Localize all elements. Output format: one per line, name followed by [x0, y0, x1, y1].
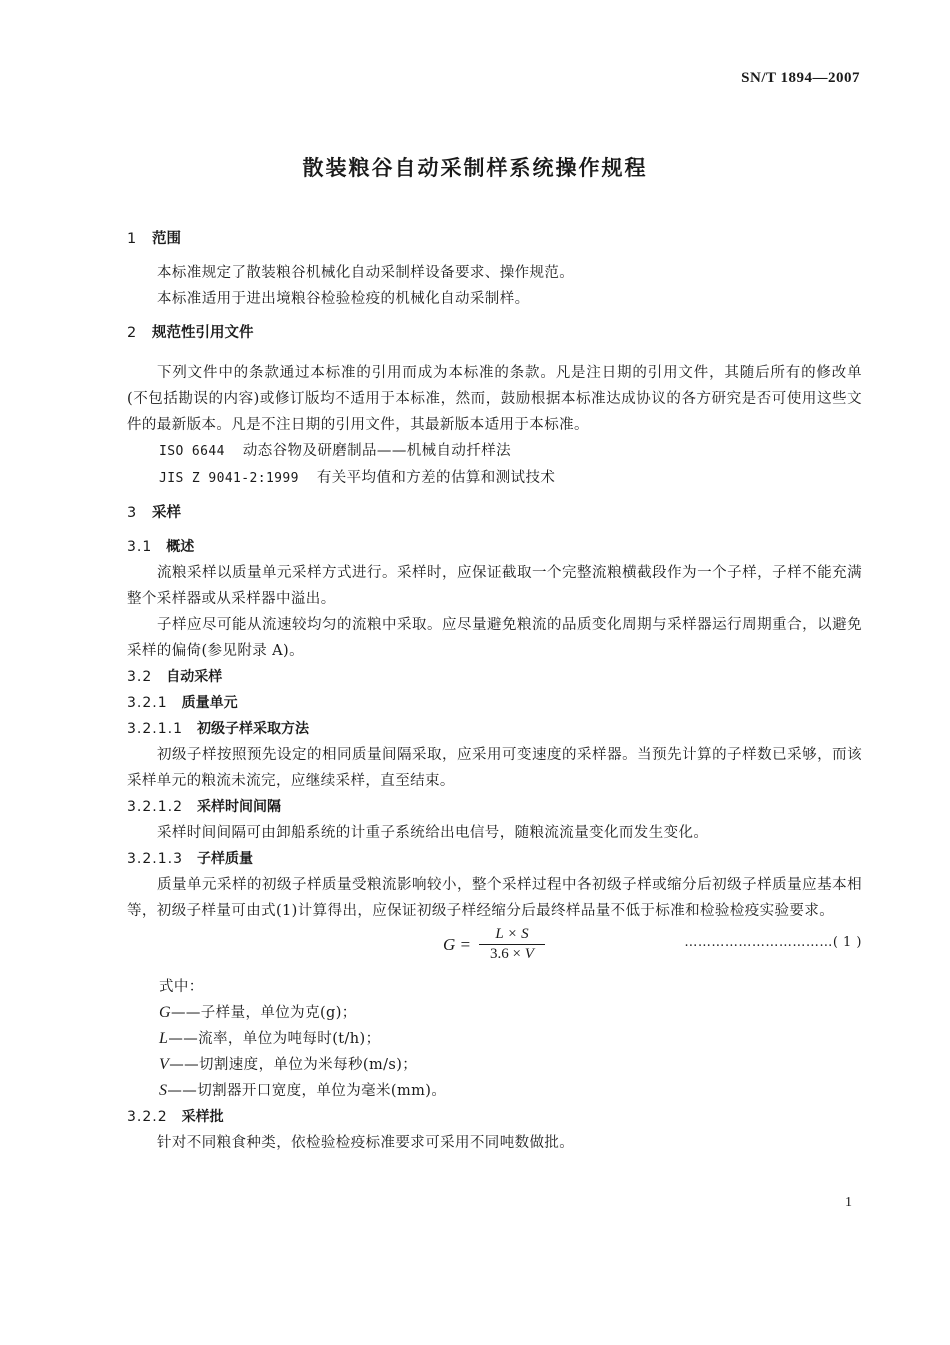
definition-item: S——切割器开口宽度，单位为毫米(mm)。: [159, 1082, 447, 1099]
paragraph: 针对不同粮食种类，依检验检疫标准要求可采用不同吨数做批。: [157, 1135, 575, 1151]
formula-1: [127, 926, 862, 970]
subsection-heading: 3.1 概述: [127, 539, 195, 555]
formula-lhs: G =: [443, 935, 471, 954]
definition-item: V——切割速度，单位为米每秒(m/s)；: [159, 1056, 418, 1073]
subsection-heading: 3.2.1 质量单元: [127, 695, 238, 711]
formula-numerator: L × S: [479, 926, 545, 945]
page-number: 1: [845, 1195, 852, 1210]
paragraph: 流粮采样以质量单元采样方式进行。采样时，应保证截取一个完整流粮横截段作为一个子样，子样不能充满整个采样器或从采样器中溢出。: [127, 565, 862, 607]
paragraph: 子样应尽可能从流速较均匀的流粮中采取。应尽量避免粮流的品质变化周期与采样器运行周期重合，以避免采样的偏倚(参见附录 A)。: [127, 617, 862, 659]
formula-denominator: 3.6 × V: [490, 946, 534, 962]
formula-fraction: [479, 926, 545, 963]
subsection-heading: 3.2.2 采样批: [127, 1109, 224, 1125]
section-1-heading: 1 范围: [127, 231, 181, 247]
reference-item: ISO 6644 动态谷物及研磨制品——机械自动扦样法: [159, 443, 512, 459]
paragraph: 采样时间间隔可由卸船系统的计重子系统给出电信号，随粮流流量变化而发生变化。: [157, 825, 709, 841]
subsection-heading: 3.2 自动采样: [127, 669, 223, 685]
subsection-heading: 3.2.1.1 初级子样采取方法: [127, 721, 309, 737]
standard-number: SN/T 1894—2007: [741, 70, 860, 86]
definition-item: G——子样量，单位为克(g)；: [159, 1004, 357, 1021]
section-2-heading: 2 规范性引用文件: [127, 325, 254, 341]
where-label: 式中：: [159, 979, 204, 995]
definition-item: L——流率，单位为吨每时(t/h)；: [159, 1030, 381, 1047]
paragraph: 初级子样按照预先设定的相同质量间隔采取，应采用可变速度的采样器。当预先计算的子样数已采够，而该采样单元的粮流未流完，应继续采样，直至结束。: [127, 747, 862, 789]
reference-item: JIS Z 9041-2:1999 有关平均值和方差的估算和测试技术: [159, 470, 556, 486]
section-3-heading: 3 采样: [127, 505, 181, 521]
paragraph: 质量单元采样的初级子样质量受粮流影响较小，整个采样过程中各初级子样或缩分后初级子样质量应基本相等，初级子样量可由式(1)计算得出，应保证初级子样经缩分后最终样品量不低于标准和检验检疫实验要求。: [127, 877, 862, 919]
paragraph: 本标准规定了散装粮谷机械化自动采制样设备要求、操作规范。: [157, 265, 575, 281]
document-body: [127, 226, 862, 1156]
paragraph: 本标准适用于进出境粮谷检验检疫的机械化自动采制样。: [157, 291, 530, 307]
subsection-heading: 3.2.1.2 采样时间间隔: [127, 799, 281, 815]
formula-label: ……………………………( 1 ): [684, 935, 862, 950]
subsection-heading: 3.2.1.3 子样质量: [127, 851, 253, 867]
document-title: 散装粮谷自动采制样系统操作规程: [302, 156, 648, 180]
paragraph: 下列文件中的条款通过本标准的引用而成为本标准的条款。凡是注日期的引用文件，其随后所有的修改单(不包括勘误的内容)或修订版均不适用于本标准，然而，鼓励根据本标准达成协议的各方研究是否可使用这些文件的最新版本。凡是不注日期的引用文件，其最新版本适用于本标准。: [127, 365, 862, 433]
